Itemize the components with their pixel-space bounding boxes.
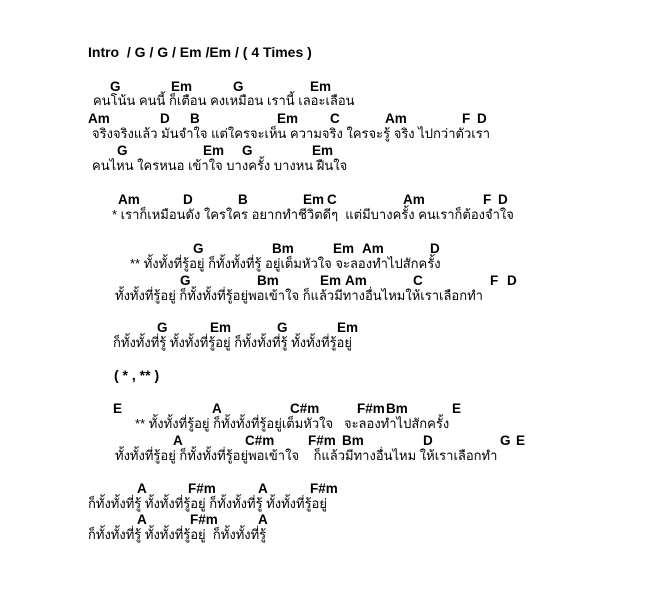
chord: G — [242, 143, 253, 158]
chord: Am — [385, 111, 407, 126]
intro-line: Intro / G / G / Em /Em / ( 4 Times ) — [88, 44, 312, 60]
chord: Em — [337, 320, 359, 335]
chord: E — [516, 433, 526, 448]
chord-row — [0, 481, 661, 496]
chord-row — [0, 111, 661, 126]
chord: G — [500, 433, 511, 448]
chord: D — [160, 111, 170, 126]
lyric-line: ก็ทั้งทั้งที่รู้ ทั้งทั้งที่รู้อยู่ ก็ทั้งทั้งที่รู้ ทั้งทั้งที่รู้อยู่ — [88, 496, 327, 511]
lyric-line: คนไหน ใครหนอ เข้าใจ บางครั้ง บางหน ฝืนใจ — [92, 158, 348, 173]
chord: Em — [210, 320, 232, 335]
chord: Bm — [272, 241, 294, 256]
lyric-line: ** ทั้งทั้งที่รู้อยู่ ก็ทั้งทั้งที่รู้อยู่เต็มหัวใจ จะลองทำไปสักครั้ง — [135, 416, 450, 431]
chord: C — [327, 192, 337, 207]
chord-row — [0, 401, 661, 416]
chord: D — [507, 273, 517, 288]
chord: B — [190, 111, 200, 126]
chord: Am — [362, 241, 384, 256]
chord: Em — [171, 79, 193, 94]
chord-row — [0, 79, 661, 94]
chord: Em — [310, 79, 332, 94]
chord: A — [212, 401, 222, 416]
chord: G — [193, 241, 204, 256]
chord: Em — [303, 192, 325, 207]
chord: Em — [203, 143, 225, 158]
chord: C — [413, 273, 423, 288]
chord: F#m — [308, 433, 336, 448]
chord: F — [462, 111, 471, 126]
chord-row — [0, 273, 661, 288]
chord: G — [277, 320, 288, 335]
chord: G — [157, 320, 168, 335]
chord: G — [110, 79, 121, 94]
lyric-line: ทั้งทั้งที่รู้อยู่ ก็ทั้งทั้งที่รู้อยู่พอเข้าใจ ก็แล้วมีทางอื่นไหม ให้เราเลือกทำ — [115, 448, 498, 463]
lyric-line: จริงจริงแล้ว มันจำใจ แต่ใครจะเห็น ความจริง ใครจะรู้ จริง ไปกว่าตัวเรา — [92, 126, 490, 141]
chord: D — [477, 111, 487, 126]
chord: C#m — [245, 433, 275, 448]
chord: G — [117, 143, 128, 158]
chord: A — [258, 512, 268, 527]
chord-row — [0, 433, 661, 448]
chord: F#m — [190, 512, 218, 527]
chord: D — [183, 192, 193, 207]
lyric-line: * เราก็เหมือนดัง ใครใคร อยากทำชีวิตดีๆ แต่มีบางครั้ง คนเราก็ต้องจำใจ — [112, 207, 514, 222]
chord: A — [173, 433, 183, 448]
chord: Am — [88, 111, 110, 126]
chord: F#m — [310, 481, 338, 496]
chord: A — [137, 481, 147, 496]
chord: G — [233, 79, 244, 94]
chord-row — [0, 241, 661, 256]
chord: Em — [277, 111, 299, 126]
chord: Am — [403, 192, 425, 207]
chord: F#m — [188, 481, 216, 496]
chord: Bm — [386, 401, 408, 416]
chord: Am — [345, 273, 367, 288]
chord: F#m — [357, 401, 385, 416]
chord: C — [330, 111, 340, 126]
chord: C#m — [290, 401, 320, 416]
chord: D — [423, 433, 433, 448]
chord: Bm — [342, 433, 364, 448]
repeat-label: ( * , ** ) — [114, 367, 160, 383]
chord: E — [452, 401, 462, 416]
chord-row — [0, 192, 661, 207]
lyric-line: คนโน้น คนนี้ ก็เตือน คงเหมือน เรานี้ เลอะเลือน — [93, 93, 355, 108]
chord: Am — [118, 192, 140, 207]
lyric-line: ก็ทั้งทั้งที่รู้ ทั้งทั้งที่รู้อยู่ ก็ทั้งทั้งที่รู้ — [88, 527, 267, 542]
chord-row — [0, 512, 661, 527]
chord: A — [258, 481, 268, 496]
chord: G — [180, 273, 191, 288]
chord: D — [498, 192, 508, 207]
chord: D — [430, 241, 440, 256]
chord: F — [490, 273, 499, 288]
chord: E — [113, 401, 123, 416]
chord: Em — [320, 273, 342, 288]
chord-row — [0, 143, 661, 158]
chord-row — [0, 320, 661, 335]
chord: B — [238, 192, 248, 207]
chord: A — [137, 512, 147, 527]
chord: Em — [333, 241, 355, 256]
lyric-line: ทั้งทั้งที่รู้อยู่ ก็ทั้งทั้งที่รู้อยู่พอเข้าใจ ก็แล้วมีทางอื่นไหมให้เราเลือกทำ — [115, 288, 483, 303]
lyric-line: ก็ทั้งทั้งที่รู้ ทั้งทั้งที่รู้อยู่ ก็ทั้งทั้งที่รู้ ทั้งทั้งที่รู้อยู่ — [113, 335, 352, 350]
chord: F — [483, 192, 492, 207]
lyric-line: ** ทั้งทั้งที่รู้อยู่ ก็ทั้งทั้งที่รู้ อยู่เต็มหัวใจ จะลองทำไปสักครั้ง — [130, 256, 441, 271]
chord: Em — [312, 143, 334, 158]
chord: Bm — [257, 273, 279, 288]
